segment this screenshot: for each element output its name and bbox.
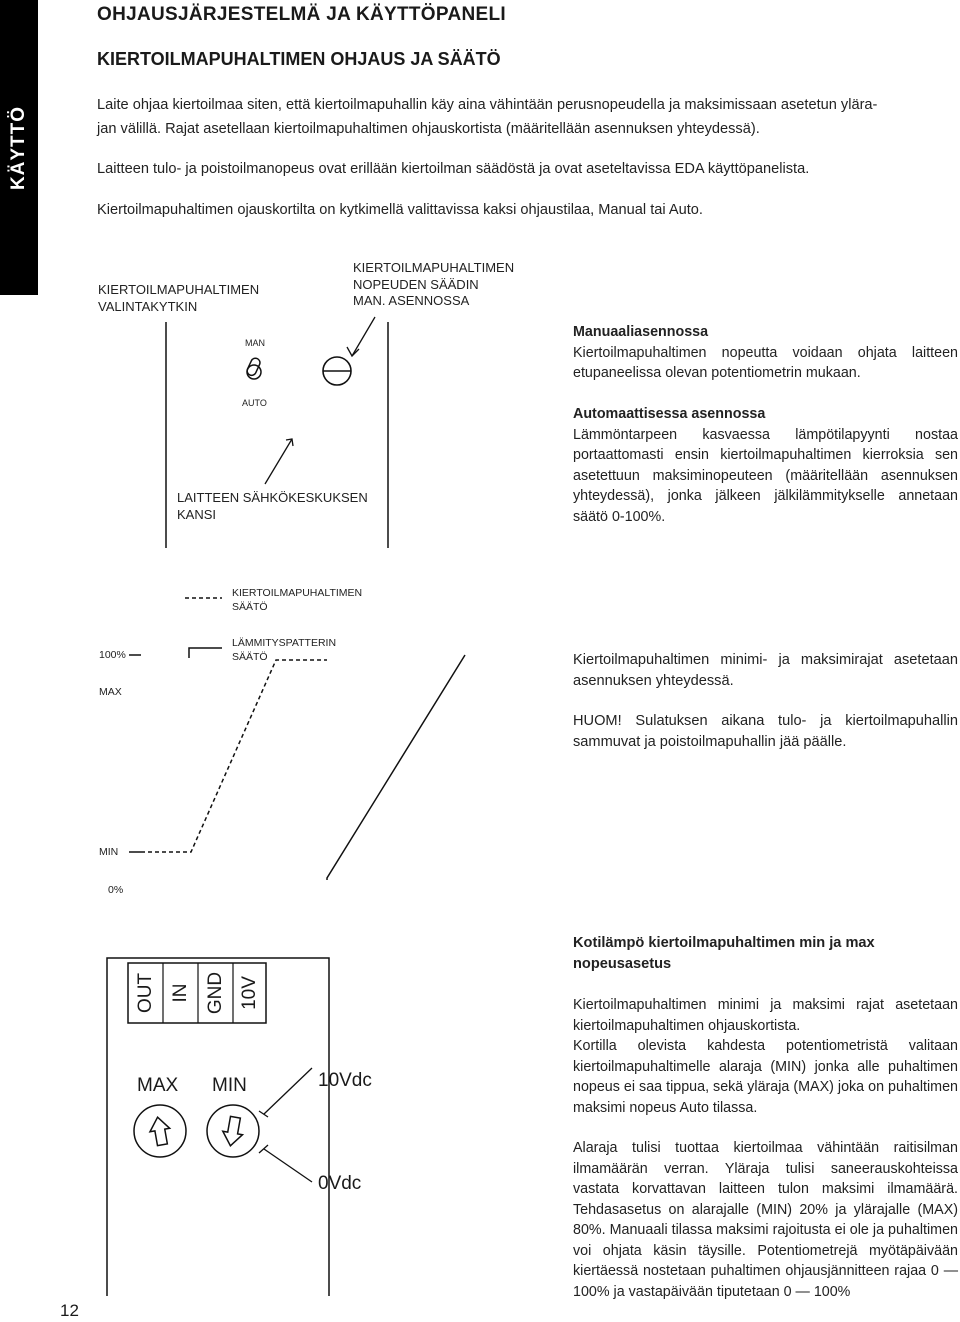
- intro-paragraph-3: Kiertoilmapuhaltimen ojauskortilta on kytkimellä valittavissa kaksi ohjaustilaa, Manual tai Auto.: [97, 202, 703, 218]
- terminal-labels: [128, 963, 266, 1023]
- heating-control-curve: [327, 655, 465, 880]
- section-title: KIERTOILMAPUHALTIMEN OHJAUS JA SÄÄTÖ: [97, 49, 501, 69]
- selector-switch-icon: [246, 357, 262, 379]
- intro-paragraph-2: Laitteen tulo- ja poistoilmanopeus ovat erillään kiertoilman säädöstä ja ovat aseteltavissa EDA käyttöpanelista.: [97, 161, 810, 177]
- leader-10vdc: [264, 1068, 312, 1114]
- kotilampo-title: Kotilämpö kiertoilmapuhaltimen min ja max nopeusasetus: [573, 935, 875, 972]
- intro-line-1: Laite ohjaa kiertoilmaa siten, että kiertoilmapuhallin käy aina vähintään perusnopeudella ja maksimissaan asetetun ylära-: [97, 97, 878, 113]
- defrost-note: HUOM! Sulatuksen aikana tulo- ja kiertoilmapuhallin sammuvat ja poistoilmapuhallin jää päälle.: [573, 713, 958, 750]
- leader-0vdc: [264, 1149, 312, 1182]
- 0vdc-label: 0Vdc: [318, 1173, 362, 1194]
- arrow-to-potentiometer: [347, 317, 375, 356]
- kotilampo-paragraph-2: Alaraja tulisi tuottaa kiertoilmaa vähintään raitisilman ilmamäärän verran. Yläraja tulisi saneerauskohteissa vastata korvattavan laitteen tulon maksimi ilmamäärä. Tehdasasetus on alarajalle (MIN) 20% ja ylärajalle (MAX) 80%. Manuaali tilassa maksimi rajoitusta ei ole ja puhaltimen voi ohjata käsin täysille. Potentiometrejä myötäpäivään kiertäessä nostetaan puhaltimen ohjausjännitteen rajaa 0 — 100% ja vastapäivään tiputetaan 0 — 100%: [573, 1140, 958, 1300]
- limits-note: Kiertoilmapuhaltimen minimi- ja maksimirajat asetetaan asennuksen yhteydessä.: [573, 652, 958, 689]
- side-tab-label: KÄYTTÖ: [8, 105, 29, 190]
- manual-mode-title: Manuaaliasennossa: [573, 324, 709, 340]
- switch-man-label: MAN: [245, 338, 265, 348]
- manual-mode-block: [573, 322, 958, 384]
- terminal-gnd: GND: [204, 971, 226, 1015]
- y-axis-max: MAX: [99, 686, 122, 698]
- auto-mode-block: [573, 404, 958, 527]
- y-axis-0: 0%: [108, 884, 124, 896]
- intro-line-2: jan välillä. Rajat asetellaan kiertoilmapuhaltimen ohjauskortista (määritellään asennuksen yhteydessä).: [97, 121, 760, 137]
- selector-switch-label: KIERTOILMAPUHALTIMEN VALINTAKYTKIN: [98, 282, 260, 314]
- y-axis-100: 100%: [99, 649, 126, 661]
- speed-potentiometer-icon: [323, 357, 351, 385]
- auto-mode-title: Automaattisessa asennossa: [573, 406, 766, 422]
- legend-heating-label: LÄMMITYSPATTERIN SÄÄTÖ: [232, 637, 337, 663]
- arrow-to-cover: [265, 439, 293, 484]
- fan-control-curve: [141, 660, 327, 852]
- legend-solid-line: [189, 648, 222, 658]
- 10vdc-label: 10Vdc: [318, 1070, 372, 1091]
- terminal-out: OUT: [134, 972, 156, 1014]
- max-label: MAX: [137, 1075, 179, 1096]
- switch-auto-label: AUTO: [242, 398, 267, 408]
- speed-controller-label: KIERTOILMAPUHALTIMEN NOPEUDEN SÄÄDIN MAN. ASENNOSSA: [353, 260, 515, 308]
- legend-fan-label: KIERTOILMAPUHALTIMEN SÄÄTÖ: [232, 587, 363, 613]
- auto-mode-text: Lämmöntarpeen kasvaessa lämpötilapyynti nostaa portaattomasti ensin kiertoilmapuhaltimen kierroksia sen asetettuun maksiminopeuteen (määritellään asennuksen yhteydessä), jonka jälkeen jälkilämmitykselle annetaan säätö 0-100%.: [573, 426, 958, 525]
- max-potentiometer-icon: [134, 1105, 186, 1157]
- terminal-10v: 10V: [238, 976, 260, 1010]
- manual-mode-text: Kiertoilmapuhaltimen nopeutta voidaan ohjata laitteen etupaneelissa olevan potentiometrin mukaan.: [573, 344, 958, 381]
- min-potentiometer-icon: [207, 1105, 259, 1157]
- cover-label: LAITTEEN SÄHKÖKESKUKSEN KANSI: [177, 490, 368, 522]
- y-axis-min: MIN: [99, 846, 119, 858]
- terminal-in: IN: [169, 983, 191, 1003]
- page-number: 12: [60, 1301, 79, 1320]
- kotilampo-paragraph-1: Kiertoilmapuhaltimen minimi ja maksimi rajat asetetaan kiertoilmapuhaltimen ohjauskortista. Kortilla olevista kahdesta potentiometristä valitaan kiertoilmapuhaltimelle alaraja (MIN) jonka alle puhaltimen nopeus ei saa tippua, sekä yläraja (MAX) joka on puhaltimen maksimi nopeus Auto tilassa.: [573, 997, 958, 1116]
- min-label: MIN: [212, 1075, 247, 1096]
- page-title: OHJAUSJÄRJESTELMÄ JA KÄYTTÖPANELI: [97, 4, 506, 25]
